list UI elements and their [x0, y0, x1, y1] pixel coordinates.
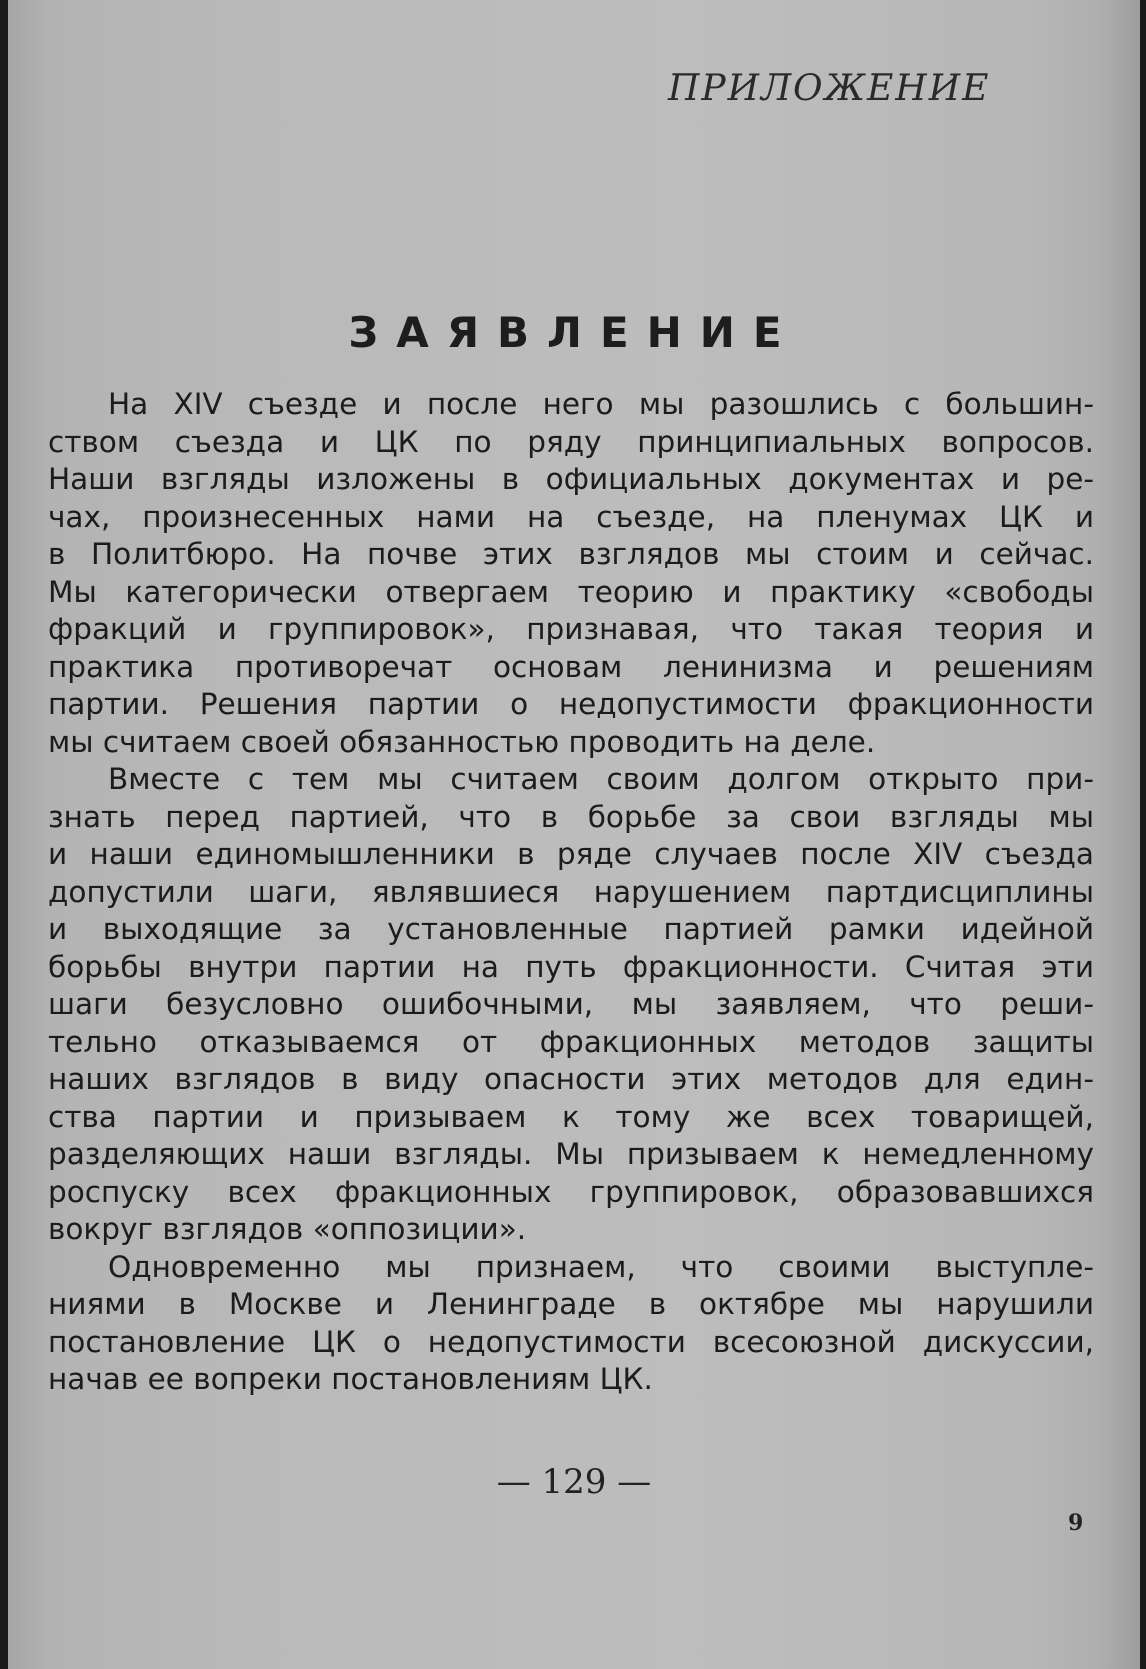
text-line: допустили шаги, являвшиеся нарушением партдисциплины [48, 874, 1094, 909]
text-line: Одновременно мы признаем, что своими выступле- [108, 1249, 1094, 1284]
text-line: начав ее вопреки постановлениям ЦК. [48, 1362, 653, 1396]
text-line: тельно отказываемся от фракционных методов защиты [48, 1024, 1094, 1059]
text-line: наших взглядов в виду опасности этих методов для един- [48, 1062, 1094, 1096]
text-line: разделяющих наши взгляды. Мы призываем к немедленному [48, 1137, 1094, 1171]
text-line: роспуску всех фракционных группировок, образовавшихся [48, 1174, 1094, 1209]
text-line: фракций и группировок», признавая, что такая теория и [48, 612, 1094, 646]
text-line: вокруг взглядов «оппозиции». [48, 1212, 527, 1246]
text-line: Наши взгляды изложены в официальных документах и ре- [48, 462, 1094, 496]
text-line: постановление ЦК о недопустимости всесоюзной дискуссии, [48, 1324, 1094, 1359]
text-line: шаги безусловно ошибочными, мы заявляем, что реши- [48, 987, 1094, 1021]
text-line: практика противоречат основам ленинизма и решениям [48, 649, 1094, 684]
book-page [8, 0, 1140, 1669]
document-body [48, 386, 1094, 1399]
text-line: ством съезда и ЦК по ряду принципиальных вопросов. [48, 424, 1094, 459]
text-line: борьбы внутри партии на путь фракционности. Считая эти [48, 949, 1094, 984]
signature-mark: 9 [1068, 1510, 1084, 1536]
text-line: На XIV съезде и после него мы разошлись с большин- [108, 387, 1094, 421]
text-line: Мы категорически отвергаем теорию и практику «свободы [48, 574, 1094, 609]
running-head: ПРИЛОЖЕНИЕ [668, 68, 991, 109]
text-line: и выходящие за установленные партией рамки идейной [48, 912, 1094, 946]
document-title: ЗАЯВЛЕНИЕ [348, 308, 800, 357]
text-line: чах, произнесенных нами на съезде, на пленумах ЦК и [48, 499, 1094, 534]
text-line: в Политбюро. На почве этих взглядов мы стоим и сейчас. [48, 537, 1094, 571]
text-line: знать перед партией, что в борьбе за свои взгляды мы [48, 799, 1094, 834]
page-number: — 129 — [496, 1462, 652, 1502]
text-line: ства партии и призываем к тому же всех товарищей, [48, 1099, 1094, 1134]
text-line: партии. Решения партии о недопустимости фракционности [48, 687, 1094, 721]
text-line: Вместе с тем мы считаем своим долгом открыто при- [108, 762, 1094, 796]
text-line: и наши единомышленники в ряде случаев после XIV съезда [48, 837, 1094, 871]
text-line: ниями в Москве и Ленинграде в октябре мы нарушили [48, 1287, 1094, 1321]
text-line: мы считаем своей обязанностью проводить на деле. [48, 724, 876, 759]
